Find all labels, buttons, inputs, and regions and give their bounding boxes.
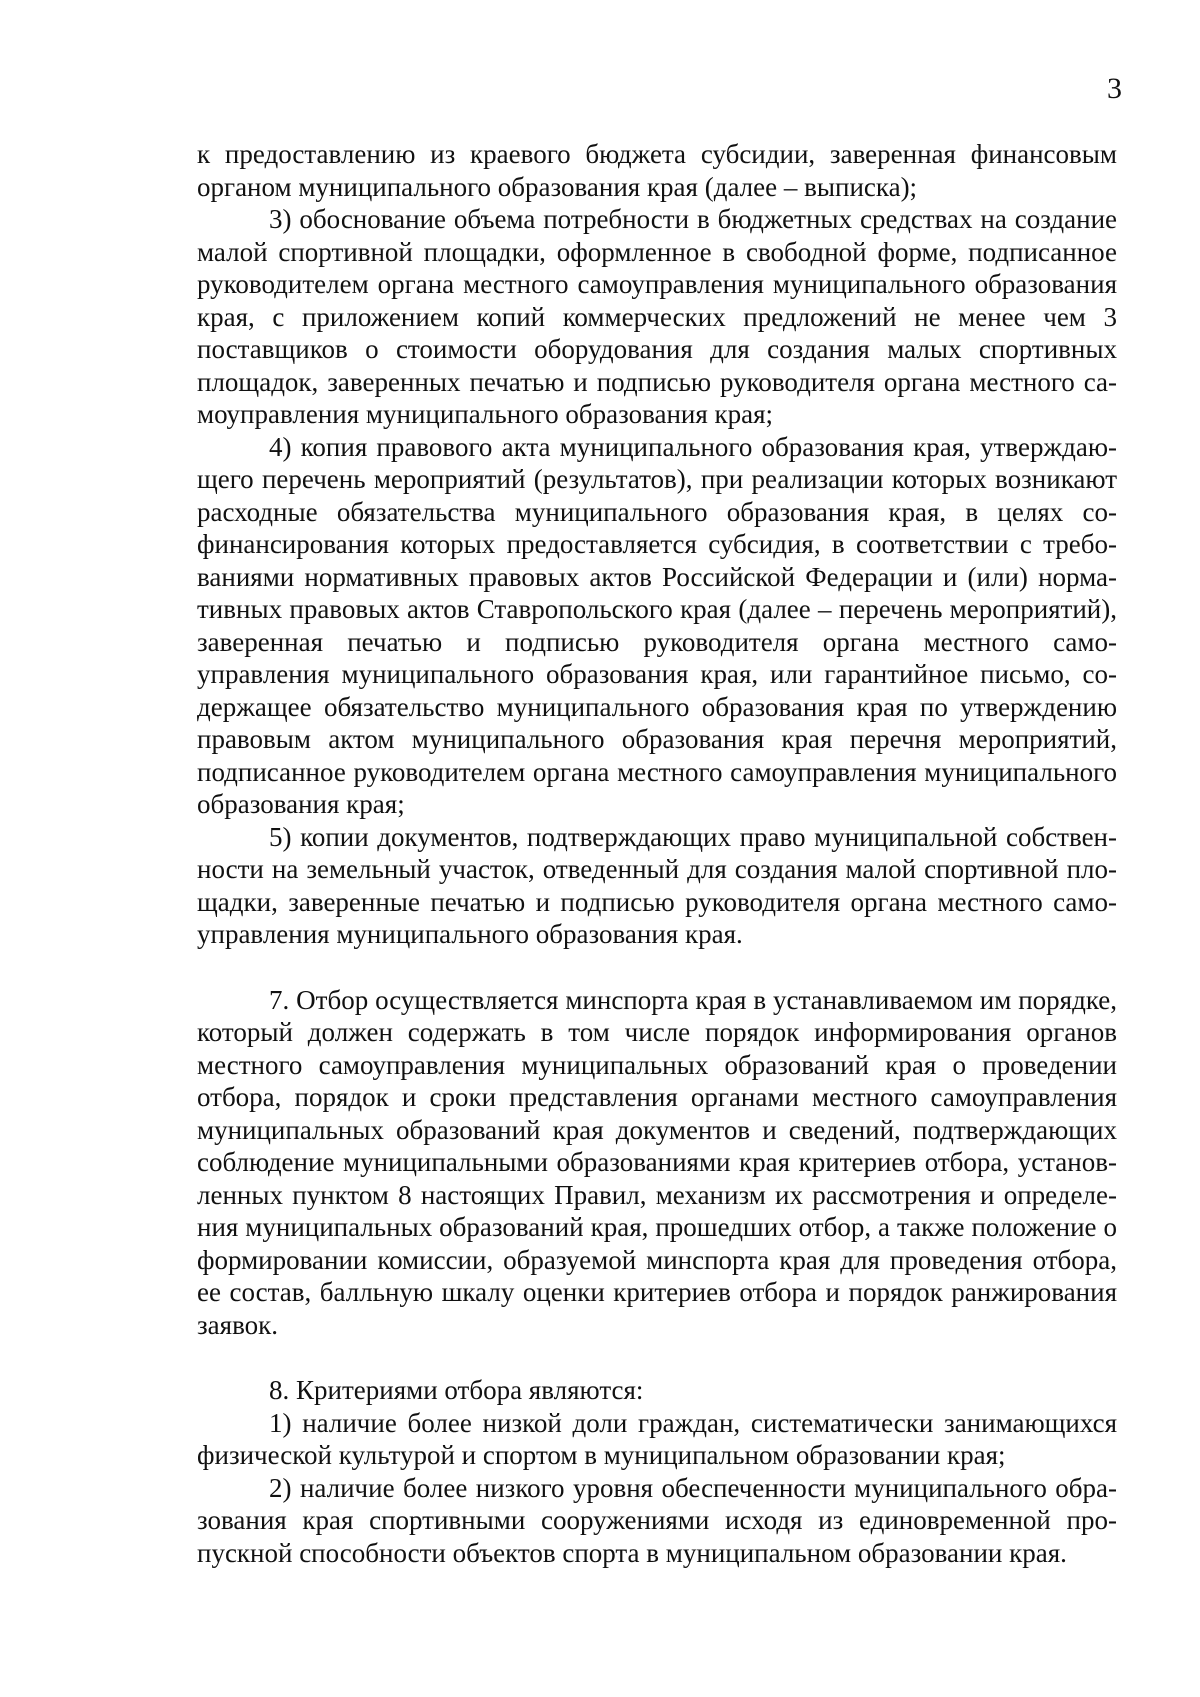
paragraph-item-5: 5) копии документов, подтверждающих право муниципальной собственности на земельный участок, отведенный для создания малой спортивной площадки, заверенные печатью и подписью руководителя органа местного самоуправления муниципального образования края.: [197, 821, 1117, 949]
paragraph-section-7: 7. Отбор осуществляется минспорта края в устанавливаемом им порядке, который должен содержать в том числе порядок информирования органов местного самоуправления муниципальных образований края о проведении отбора, порядок и сроки представления органами местного самоуправления муниципальных образований края документов и сведений, подтверждающих соблюдение муниципальными образованиями края критериев отбора, установленных пунктом 8 настоящих Правил, механизм их рассмотрения и определения муниципальных образований края, прошедших отбор, а также положение о формировании комиссии, образуемой минспорта края для проведения отбора, ее состав, балльную шкалу оценки критериев отбора и порядок ранжирования заявок.: [197, 984, 1117, 1340]
page-number: 3: [1107, 72, 1122, 105]
paragraph-section-8-heading: 8. Критериями отбора являются:: [269, 1375, 644, 1405]
paragraph-continuation: к предоставлению из краевого бюджета субсидии, заверенная финансовым органом муниципального образования края (далее – выписка);: [197, 139, 1117, 202]
paragraph-criterion-1: 1) наличие более низкой доли граждан, систематически занимающихся физической культурой и спортом в муниципальном образовании края;: [197, 1407, 1117, 1470]
paragraph-item-4: 4) копия правового акта муниципального образования края, утверждающего перечень мероприятий (результатов), при реализации которых возникают расходные обязательства муниципального образования края, в целях софинансирования которых предоставляется субсидия, в соответствии с требованиями нормативных правовых актов Российской Федерации и (или) нормативных правовых актов Ставропольского края (далее – перечень мероприятий), заверенная печатью и подписью руководителя органа местного самоуправления муниципального образования края, или гарантийное письмо, содержащее обязательство муниципального образования края по утверждению правовым актом муниципального образования края перечня мероприятий, подписанное руководителем органа местного самоуправления муниципального образования края;: [197, 431, 1117, 819]
paragraph-criterion-2: 2) наличие более низкого уровня обеспеченности муниципального образования края спортивными сооружениями исходя из единовременной пропускной способности объектов спорта в муниципальном образовании края.: [197, 1472, 1117, 1568]
paragraph-item-3: 3) обоснование объема потребности в бюджетных средствах на создание малой спортивной площадки, оформленное в свободной форме, подписанное руководителем органа местного самоуправления муниципального образования края, с приложением копий коммерческих предложений не менее чем 3 поставщиков о стоимости оборудования для создания малых спортивных площадок, заверенных печатью и подписью руководителя органа местного самоуправления муниципального образования края;: [197, 204, 1117, 429]
document-body: [197, 138, 1117, 1569]
